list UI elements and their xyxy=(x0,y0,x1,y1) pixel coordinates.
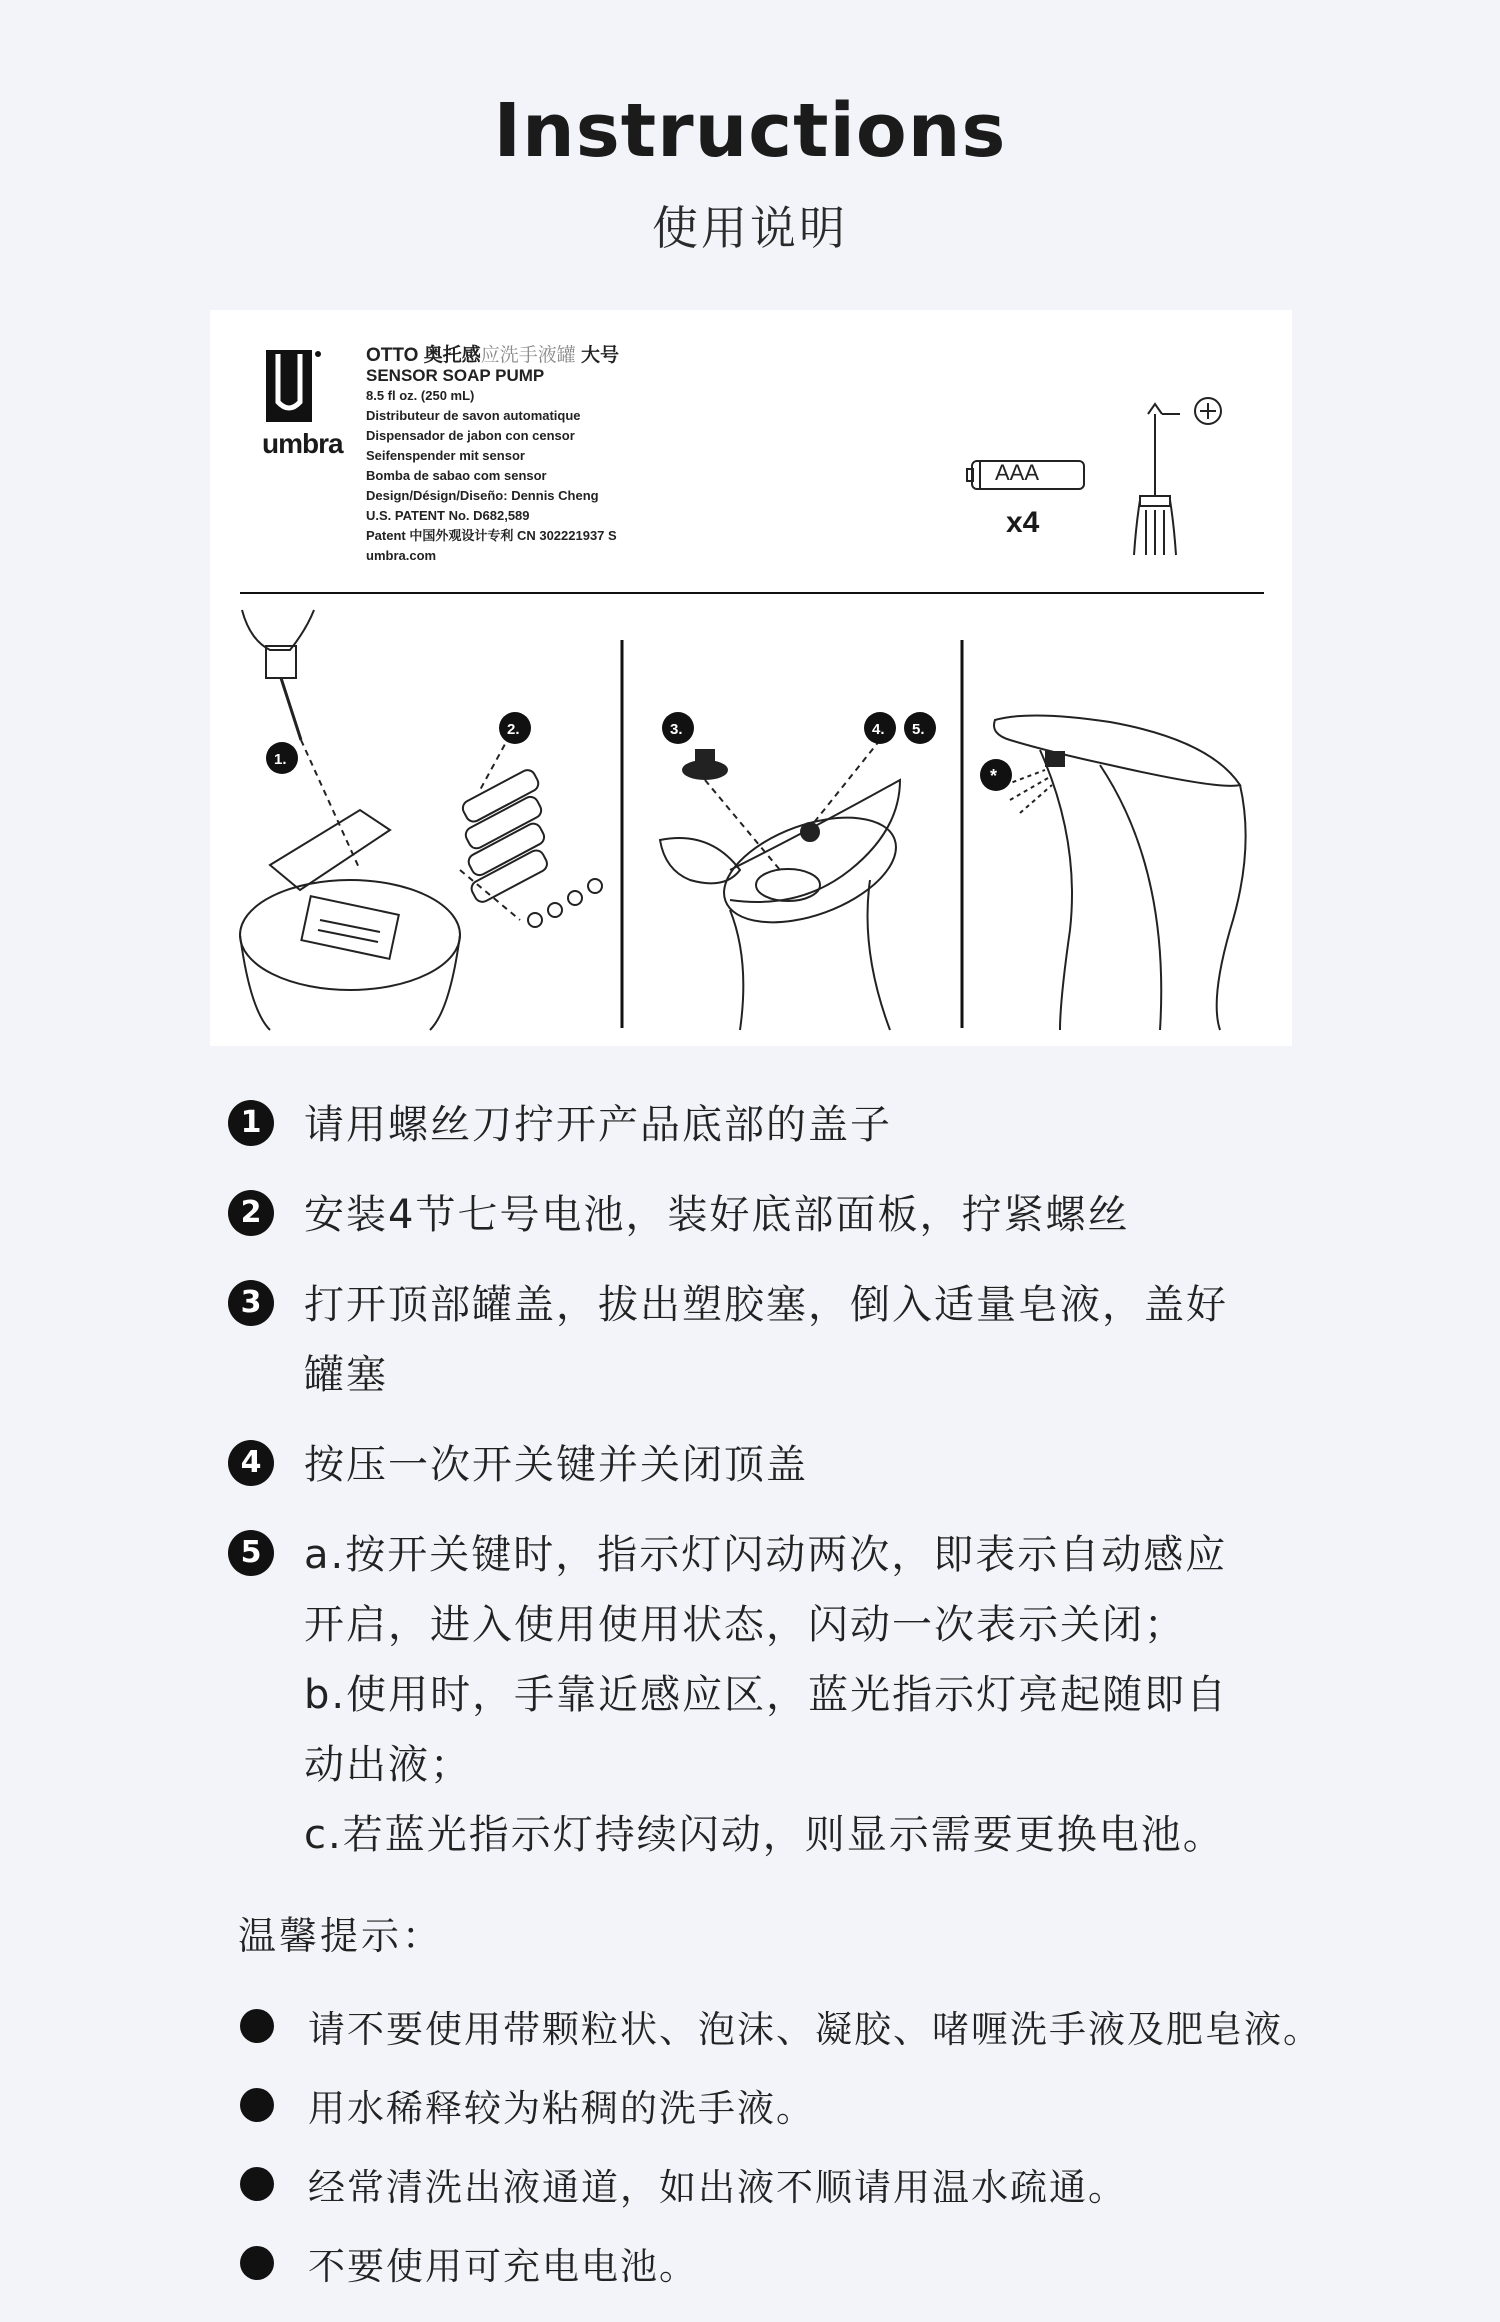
screwdriver-icon xyxy=(1134,398,1221,555)
tip-text: 不要使用可充电电池。 xyxy=(308,2244,698,2288)
marker-2: 2. xyxy=(507,721,520,738)
step-number: 2 xyxy=(228,1190,274,1236)
page-title: Instructions xyxy=(493,88,1007,174)
step-1 xyxy=(228,1090,1328,1160)
tips-list xyxy=(240,1986,1460,2302)
step-text: 请用螺丝刀拧开产品底部的盖子 xyxy=(304,1102,892,1148)
tip-item xyxy=(240,2065,1460,2144)
instruction-steps xyxy=(228,1090,1328,1890)
bullet-icon xyxy=(240,2088,274,2122)
step-text: 安装4节七号电池，装好底部面板，拧紧螺丝 xyxy=(304,1192,1130,1238)
label-line-4: Distributeur de savon automatique xyxy=(366,408,581,423)
battery-quantity: x4 xyxy=(1006,506,1040,539)
tips-heading: 温馨提示： xyxy=(238,1914,444,1958)
marker-star: * xyxy=(990,766,998,786)
label-line-5: Dispensador de jabon con censor xyxy=(366,428,575,443)
step-text: 按压一次开关键并关闭顶盖 xyxy=(304,1442,808,1488)
step-3-5-illustration xyxy=(660,740,910,1030)
model-name-cn-light: 应洗手液罐 xyxy=(480,345,576,366)
battery-type: AAA xyxy=(995,460,1040,485)
tip-text: 经常清洗出液通道，如出液不顺请用温水疏通。 xyxy=(308,2165,1127,2209)
step-1-2-illustration xyxy=(240,610,602,1030)
label-line-9: U.S. PATENT No. D682,589 xyxy=(366,508,530,523)
step-text-line: c.若蓝光指示灯持续闪动，则显示需要更换电池。 xyxy=(304,1812,1225,1858)
step-text xyxy=(304,1520,1228,1870)
label-line-10: Patent 中国外观设计专利 CN 302221937 S xyxy=(366,528,617,543)
step-text-line: 动出液； xyxy=(304,1742,472,1788)
label-line-7: Bomba de sabao com sensor xyxy=(366,468,547,483)
label-line-3: 8.5 fl oz. (250 mL) xyxy=(366,388,475,403)
bullet-icon xyxy=(240,2167,274,2201)
step-3 xyxy=(228,1270,1328,1410)
label-line-1 xyxy=(366,346,826,366)
step-text-line: 罐塞 xyxy=(304,1352,388,1398)
label-line-6: Seifenspender mit sensor xyxy=(366,448,525,463)
tip-item xyxy=(240,2223,1460,2302)
bullet-icon xyxy=(240,2246,274,2280)
tip-item xyxy=(240,1986,1460,2065)
tip-text: 用水稀释较为粘稠的洗手液。 xyxy=(308,2086,815,2130)
step-text-line: 开启，进入使用使用状态，闪动一次表示关闭； xyxy=(304,1602,1186,1648)
step-text xyxy=(304,1270,1228,1410)
umbra-logo xyxy=(266,350,321,422)
model-name: OTTO xyxy=(366,345,419,366)
step-5 xyxy=(228,1520,1328,1870)
step-4 xyxy=(228,1430,1328,1500)
bullet-icon xyxy=(240,2009,274,2043)
marker-3: 3. xyxy=(670,721,683,738)
step-number: 3 xyxy=(228,1280,274,1326)
instruction-diagram-panel xyxy=(210,310,1292,1046)
step-number: 4 xyxy=(228,1440,274,1486)
model-name-cn: 奥托感 xyxy=(423,345,481,366)
step-number: 1 xyxy=(228,1100,274,1146)
product-label xyxy=(366,346,826,566)
label-line-2: SENSOR SOAP PUMP xyxy=(366,366,545,385)
label-line-11: umbra.com xyxy=(366,548,437,563)
tip-item xyxy=(240,2144,1460,2223)
step-text-line: a.按开关键时，指示灯闪动两次，即表示自动感应 xyxy=(304,1532,1228,1578)
label-line-8: Design/Désign/Diseño: Dennis Cheng xyxy=(366,488,599,503)
step-2 xyxy=(228,1180,1328,1250)
brand-name: umbra xyxy=(262,428,343,459)
page-subtitle: 使用说明 xyxy=(652,201,848,255)
step-number: 5 xyxy=(228,1530,274,1576)
marker-1: 1. xyxy=(274,751,287,768)
battery-label: AAA xyxy=(466,819,506,851)
model-size: 大号 xyxy=(581,345,620,366)
step-text-line: 打开顶部罐盖，拔出塑胶塞，倒入适量皂液，盖好 xyxy=(304,1282,1228,1328)
step-text-line: b.使用时，手靠近感应区，蓝光指示灯亮起随即自 xyxy=(304,1672,1229,1718)
marker-4: 4. xyxy=(872,721,885,738)
tip-text: 请不要使用带颗粒状、泡沫、凝胶、啫喱洗手液及肥皂液。 xyxy=(308,2007,1322,2051)
sensor-illustration xyxy=(994,715,1246,1030)
marker-5: 5. xyxy=(912,721,925,738)
